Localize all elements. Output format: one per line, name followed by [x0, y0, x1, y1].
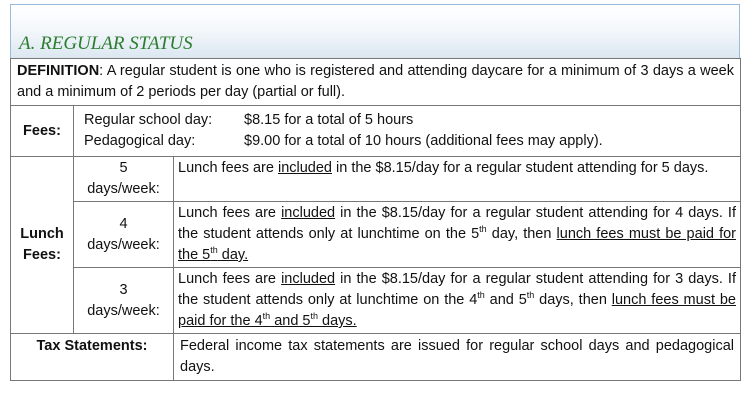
- days-per-week: [74, 157, 174, 202]
- tax-statements-text: Federal income tax statements are issued for regular school days and pedagogical days.: [174, 334, 741, 381]
- definition-text: : A regular student is one who is registered and attending daycare for a minimum of 3 days a week and a minimum of 2 periods per day (partial or full).: [17, 63, 734, 100]
- underlined-text: included: [281, 271, 336, 287]
- fees-row: [11, 106, 741, 157]
- definition-label: DEFINITION: [17, 63, 100, 79]
- days-number: 4: [119, 215, 128, 232]
- lunch-row-5-days: [11, 157, 741, 202]
- fee-value: $8.15 for a total of 5 hours: [244, 112, 414, 128]
- fee-value: $9.00 for a total of 10 hours (additional fees may apply).: [244, 133, 603, 149]
- tax-row: [11, 334, 741, 381]
- underlined-text: included: [281, 205, 336, 221]
- fee-name: Pedagogical day:: [84, 133, 196, 149]
- days-number: 5: [119, 160, 128, 176]
- fees-details: [74, 106, 741, 157]
- lunch-description: Lunch fees are included in the $8.15/day for a regular student attending for 3 days. If the student attends only at lunchtime on the 4th and 5th days, then lunch fees must be paid for the 4th and 5th days.: [174, 268, 741, 334]
- underlined-text: included: [277, 160, 332, 176]
- lunch-description: Lunch fees are included in the $8.15/day for a regular student attending for 5 days.: [174, 157, 741, 202]
- days-per-week: [74, 268, 174, 334]
- section-title: A. REGULAR STATUS: [19, 33, 193, 54]
- days-unit: days/week:: [87, 181, 160, 197]
- days-number: 3: [119, 281, 128, 298]
- tax-statements-label: Tax Statements:: [11, 334, 174, 381]
- fee-regular-day: [84, 110, 740, 131]
- lunch-row-3-days: [11, 268, 741, 334]
- fee-name: Regular school day:: [84, 112, 213, 128]
- lunch-row-4-days: [11, 202, 741, 268]
- section-header: [10, 4, 740, 58]
- days-unit: days/week:: [87, 236, 160, 253]
- regular-status-document: [10, 4, 740, 381]
- lunch-label-line1: Lunch: [20, 226, 64, 242]
- days-per-week: [74, 202, 174, 268]
- fees-label: Fees:: [11, 106, 74, 157]
- lunch-label-line2: Fees:: [23, 247, 61, 263]
- status-table: [10, 58, 741, 381]
- definition-cell: [11, 59, 741, 106]
- lunch-fees-label: [11, 157, 74, 334]
- underlined-text: lunch fees must be paid for the 4th and 5th days.: [178, 292, 736, 329]
- days-unit: days/week:: [87, 302, 160, 319]
- definition-row: [11, 59, 741, 106]
- lunch-description: Lunch fees are included in the $8.15/day for a regular student attending for 4 days. If the student attends only at lunchtime on the 5th day, then lunch fees must be paid for the 5th day.: [174, 202, 741, 268]
- fee-pedagogical-day: [84, 131, 740, 152]
- underlined-text: lunch fees must be paid for the 5th day.: [178, 226, 736, 263]
